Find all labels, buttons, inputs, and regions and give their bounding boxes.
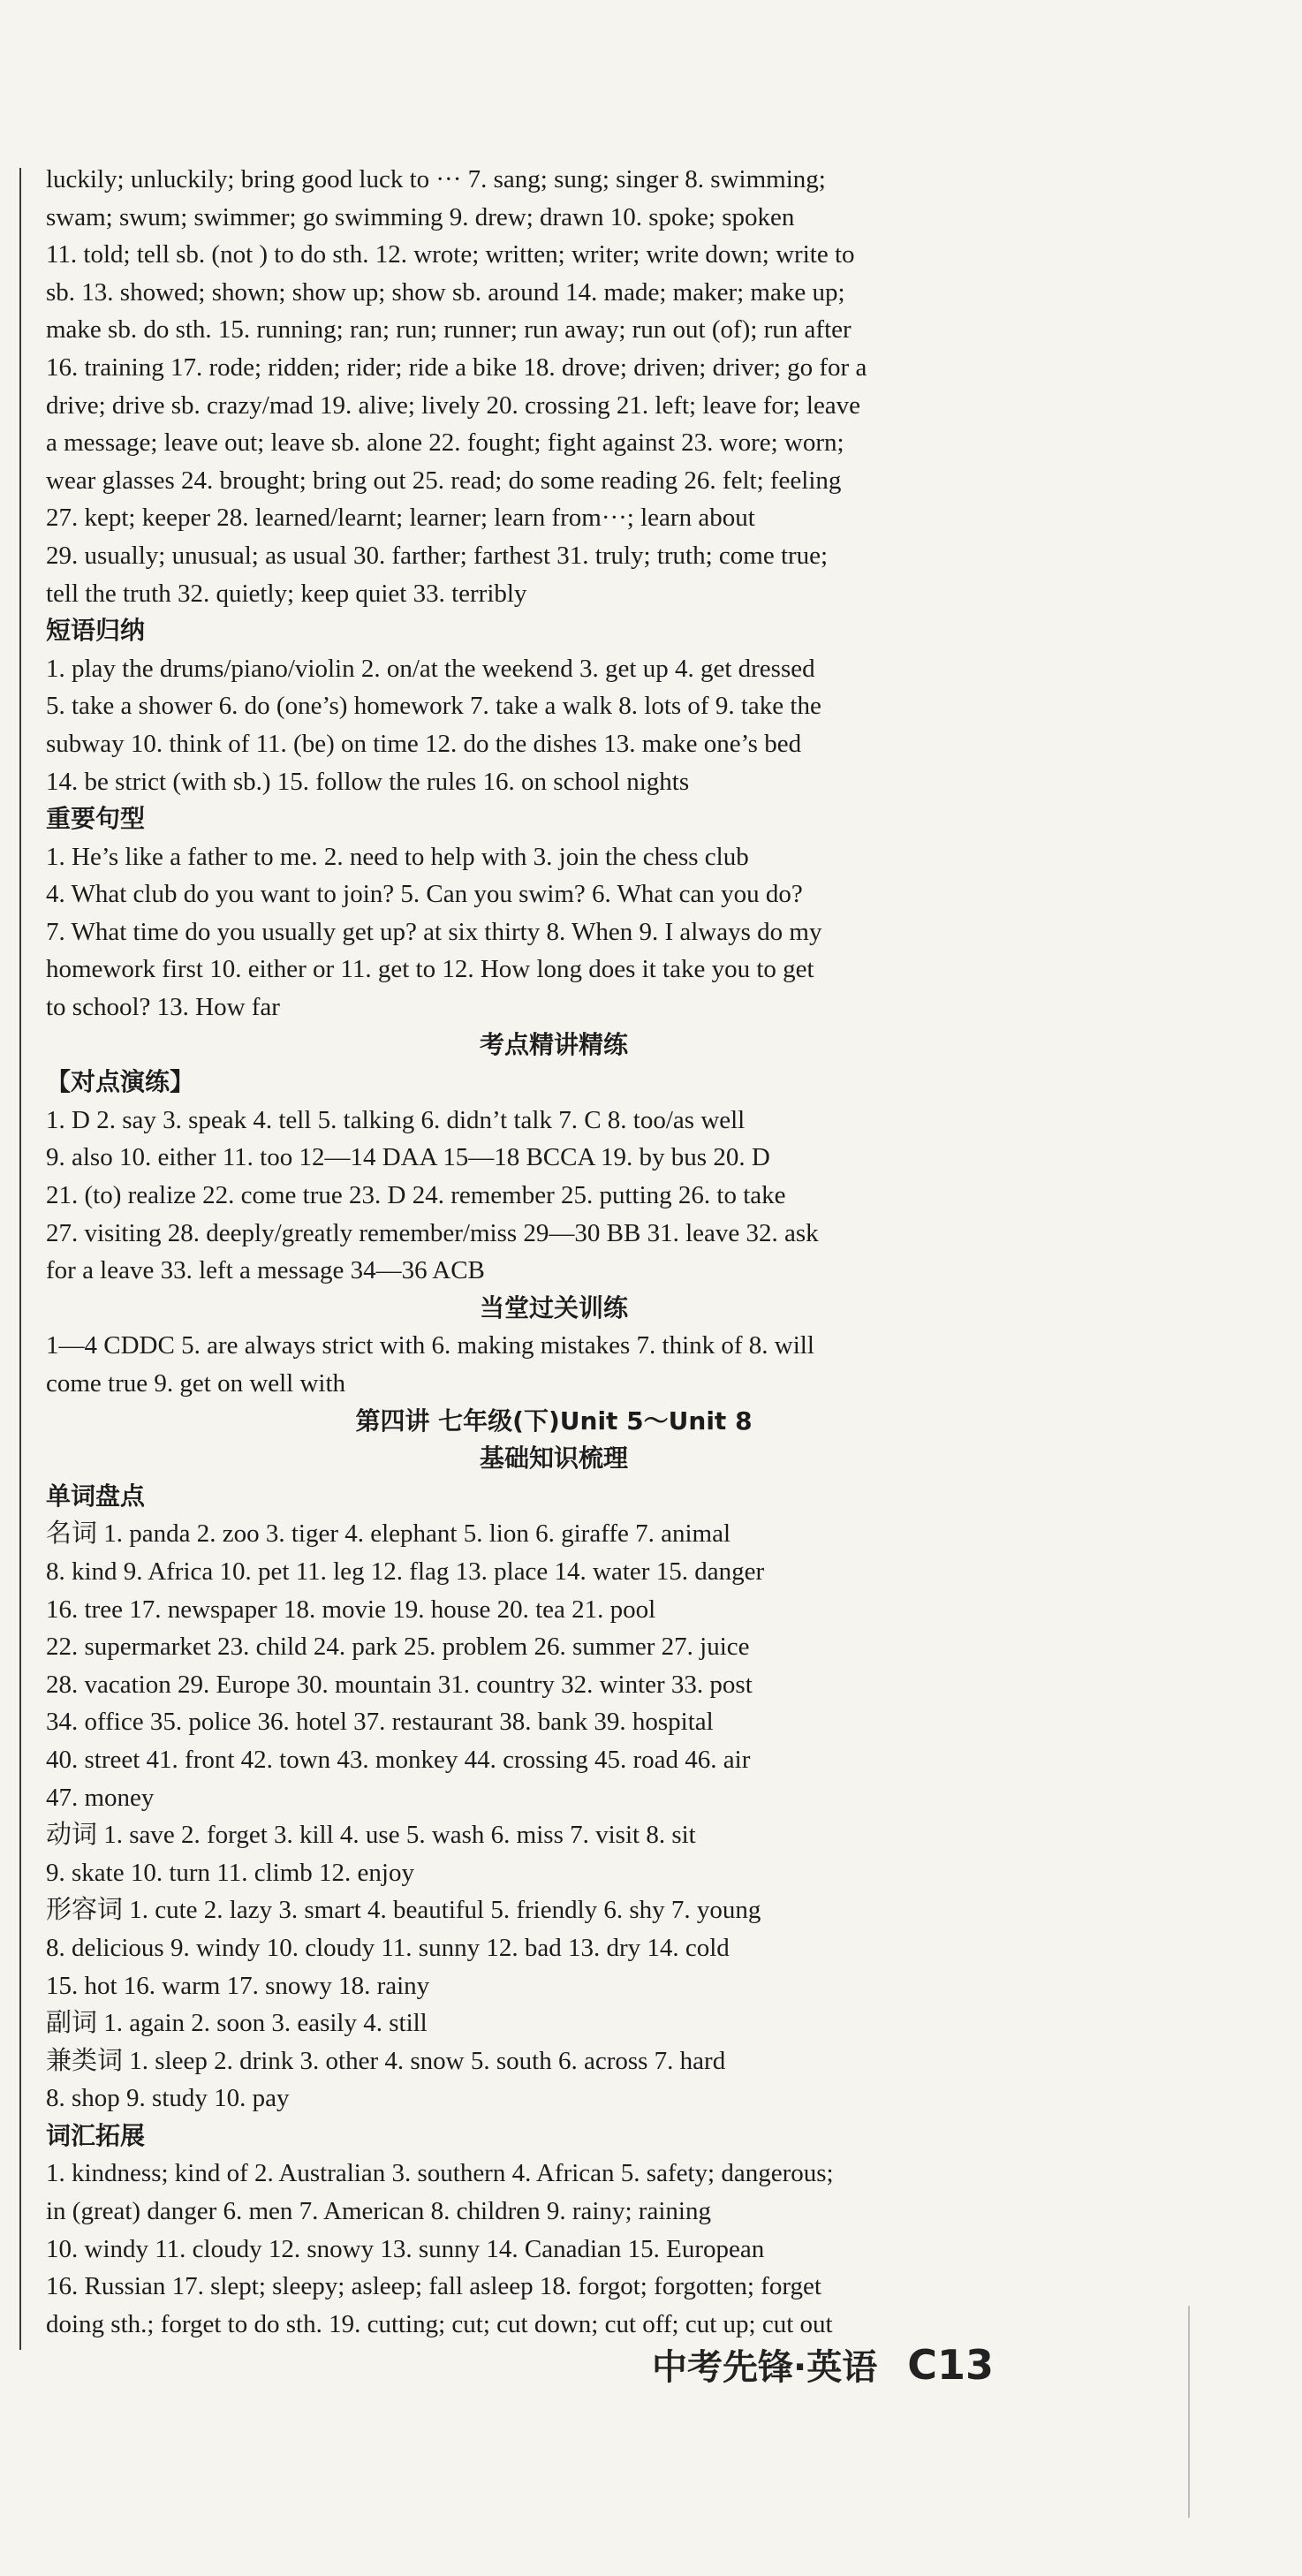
text-line: wear glasses 24. brought; bring out 25. read; do some reading 26. felt; feeling bbox=[46, 466, 842, 495]
text-line: 34. office 35. police 36. hotel 37. restaurant 38. bank 39. hospital bbox=[46, 1708, 714, 1737]
section-expand bbox=[46, 2155, 1062, 2343]
section-practice bbox=[46, 1102, 1062, 1290]
section-sentences bbox=[46, 838, 1062, 1027]
text-line: 8. kind 9. Africa 10. pet 11. leg 12. flag 13. place 14. water 15. danger bbox=[46, 1557, 765, 1586]
text-line: 11. told; tell sb. (not ) to do sth. 12. wrote; written; writer; write down; write to bbox=[46, 240, 855, 269]
text-line: 9. also 10. either 11. too 12—14 DAA 15—18 BCCA 19. by bus 20. D bbox=[46, 1143, 770, 1172]
text-line: in (great) danger 6. men 7. American 8. children 9. rainy; raining bbox=[46, 2197, 711, 2226]
text-line: drive; drive sb. crazy/mad 19. alive; lively 20. crossing 21. left; leave for; leave bbox=[46, 390, 861, 420]
text-line: 1. play the drums/piano/violin 2. on/at the weekend 3. get up 4. get dressed bbox=[46, 654, 815, 683]
text-line: homework first 10. either or 11. get to 12. How long does it take you to get bbox=[46, 955, 814, 984]
text-line: 形容词 1. cute 2. lazy 3. smart 4. beautiful 5. friendly 6. shy 7. young bbox=[46, 1896, 761, 1925]
text-line: for a leave 33. left a message 34—36 ACB bbox=[46, 1256, 485, 1285]
page-footer bbox=[652, 2339, 994, 2390]
text-line: 27. kept; keeper 28. learned/learnt; learner; learn from···; learn about bbox=[46, 504, 755, 533]
text-line: 1. D 2. say 3. speak 4. tell 5. talking 6. didn’t talk 7. C 8. too/as well bbox=[46, 1105, 746, 1134]
text-line: 9. skate 10. turn 11. climb 12. enjoy bbox=[46, 1858, 414, 1887]
text-line: 29. usually; unusual; as usual 30. farther; farthest 31. truly; truth; come true; bbox=[46, 541, 829, 570]
text-line: 4. What club do you want to join? 5. Can you swim? 6. What can you do? bbox=[46, 880, 803, 909]
text-line: 14. be strict (with sb.) 15. follow the rules 16. on school nights bbox=[46, 767, 690, 796]
heading-phrases: 短语归纳 bbox=[46, 616, 146, 646]
right-margin-rule bbox=[1188, 2306, 1190, 2518]
text-line: a message; leave out; leave sb. alone 22. fought; fight against 23. wore; worn; bbox=[46, 428, 844, 458]
text-line: 动词 1. save 2. forget 3. kill 4. use 5. wash 6. miss 7. visit 8. sit bbox=[46, 1821, 696, 1850]
heading-words: 单词盘点 bbox=[46, 1481, 146, 1511]
text-line: 8. delicious 9. windy 10. cloudy 11. sunny 12. bad 13. dry 14. cold bbox=[46, 1933, 730, 1962]
text-line: 1. kindness; kind of 2. Australian 3. southern 4. African 5. safety; dangerous; bbox=[46, 2159, 834, 2188]
text-line: to school? 13. How far bbox=[46, 993, 280, 1022]
section-phrases bbox=[46, 650, 1062, 800]
text-line: 副词 1. again 2. soon 3. easily 4. still bbox=[46, 2009, 428, 2038]
answer-key-content bbox=[46, 161, 1062, 2343]
text-line: tell the truth 32. quietly; keep quiet 33. terribly bbox=[46, 579, 527, 608]
title-class-training: 当堂过关训练 bbox=[479, 1292, 628, 1322]
section-vocab-continued bbox=[46, 161, 1062, 612]
text-line: doing sth.; forget to do sth. 19. cutting; cut; cut down; cut off; cut up; cut out bbox=[46, 2309, 833, 2338]
text-line: luckily; unluckily; bring good luck to ··· 7. sang; sung; singer 8. swimming; bbox=[46, 165, 826, 193]
text-line: come true 9. get on well with bbox=[46, 1369, 346, 1398]
text-line: 28. vacation 29. Europe 30. mountain 31. country 32. winter 33. post bbox=[46, 1670, 753, 1699]
title-key-points: 考点精讲精练 bbox=[479, 1029, 628, 1059]
text-line: 7. What time do you usually get up? at six thirty 8. When 9. I always do my bbox=[46, 917, 822, 946]
text-line: 27. visiting 28. deeply/greatly remember/miss 29—30 BB 31. leave 32. ask bbox=[46, 1218, 819, 1247]
heading-sentences: 重要句型 bbox=[46, 804, 146, 834]
text-line: 47. money bbox=[46, 1783, 155, 1812]
text-line: 1—4 CDDC 5. are always strict with 6. making mistakes 7. think of 8. will bbox=[46, 1331, 814, 1360]
text-line: swam; swum; swimmer; go swimming 9. drew; drawn 10. spoke; spoken bbox=[46, 202, 795, 231]
text-line: 15. hot 16. warm 17. snowy 18. rainy bbox=[46, 1971, 430, 2000]
text-line: 40. street 41. front 42. town 43. monkey 44. crossing 45. road 46. air bbox=[46, 1745, 751, 1774]
text-line: subway 10. think of 11. (be) on time 12. do the dishes 13. make one’s bed bbox=[46, 729, 802, 758]
text-line: 名词 1. panda 2. zoo 3. tiger 4. elephant 5. lion 6. giraffe 7. animal bbox=[46, 1519, 731, 1549]
section-words bbox=[46, 1515, 1062, 2118]
text-line: 8. shop 9. study 10. pay bbox=[46, 2084, 290, 2113]
page-number: C13 bbox=[907, 2341, 994, 2389]
text-line: 16. training 17. rode; ridden; rider; ride a bike 18. drove; driven; driver; go for a bbox=[46, 352, 867, 382]
text-line: 16. Russian 17. slept; sleepy; asleep; fall asleep 18. forgot; forgotten; forget bbox=[46, 2272, 821, 2301]
book-title: 中考先锋·英语 bbox=[652, 2347, 878, 2388]
heading-expand: 词汇拓展 bbox=[46, 2120, 146, 2150]
text-line: 22. supermarket 23. child 24. park 25. problem 26. summer 27. juice bbox=[46, 1633, 750, 1662]
text-line: 10. windy 11. cloudy 12. snowy 13. sunny 14. Canadian 15. European bbox=[46, 2234, 765, 2263]
text-line: 16. tree 17. newspaper 18. movie 19. house 20. tea 21. pool bbox=[46, 1595, 656, 1624]
text-line: 5. take a shower 6. do (one’s) homework 7. take a walk 8. lots of 9. take the bbox=[46, 692, 821, 721]
section-training bbox=[46, 1327, 1062, 1402]
text-line: 21. (to) realize 22. come true 23. D 24. remember 25. putting 26. to take bbox=[46, 1181, 786, 1210]
title-basics: 基础知识梳理 bbox=[479, 1443, 628, 1474]
left-margin-rule bbox=[19, 168, 21, 2350]
text-line: make sb. do sth. 15. running; ran; run; runner; run away; run out (of); run after bbox=[46, 315, 852, 345]
text-line: sb. 13. showed; shown; show up; show sb. around 14. made; maker; make up; bbox=[46, 277, 845, 307]
heading-practice: 【对点演练】 bbox=[46, 1067, 195, 1097]
text-line: 1. He’s like a father to me. 2. need to help with 3. join the chess club bbox=[46, 842, 749, 871]
text-line: 兼类词 1. sleep 2. drink 3. other 4. snow 5. south 6. across 7. hard bbox=[46, 2046, 726, 2075]
title-lecture: 第四讲 七年级(下)Unit 5～Unit 8 bbox=[355, 1405, 753, 1436]
